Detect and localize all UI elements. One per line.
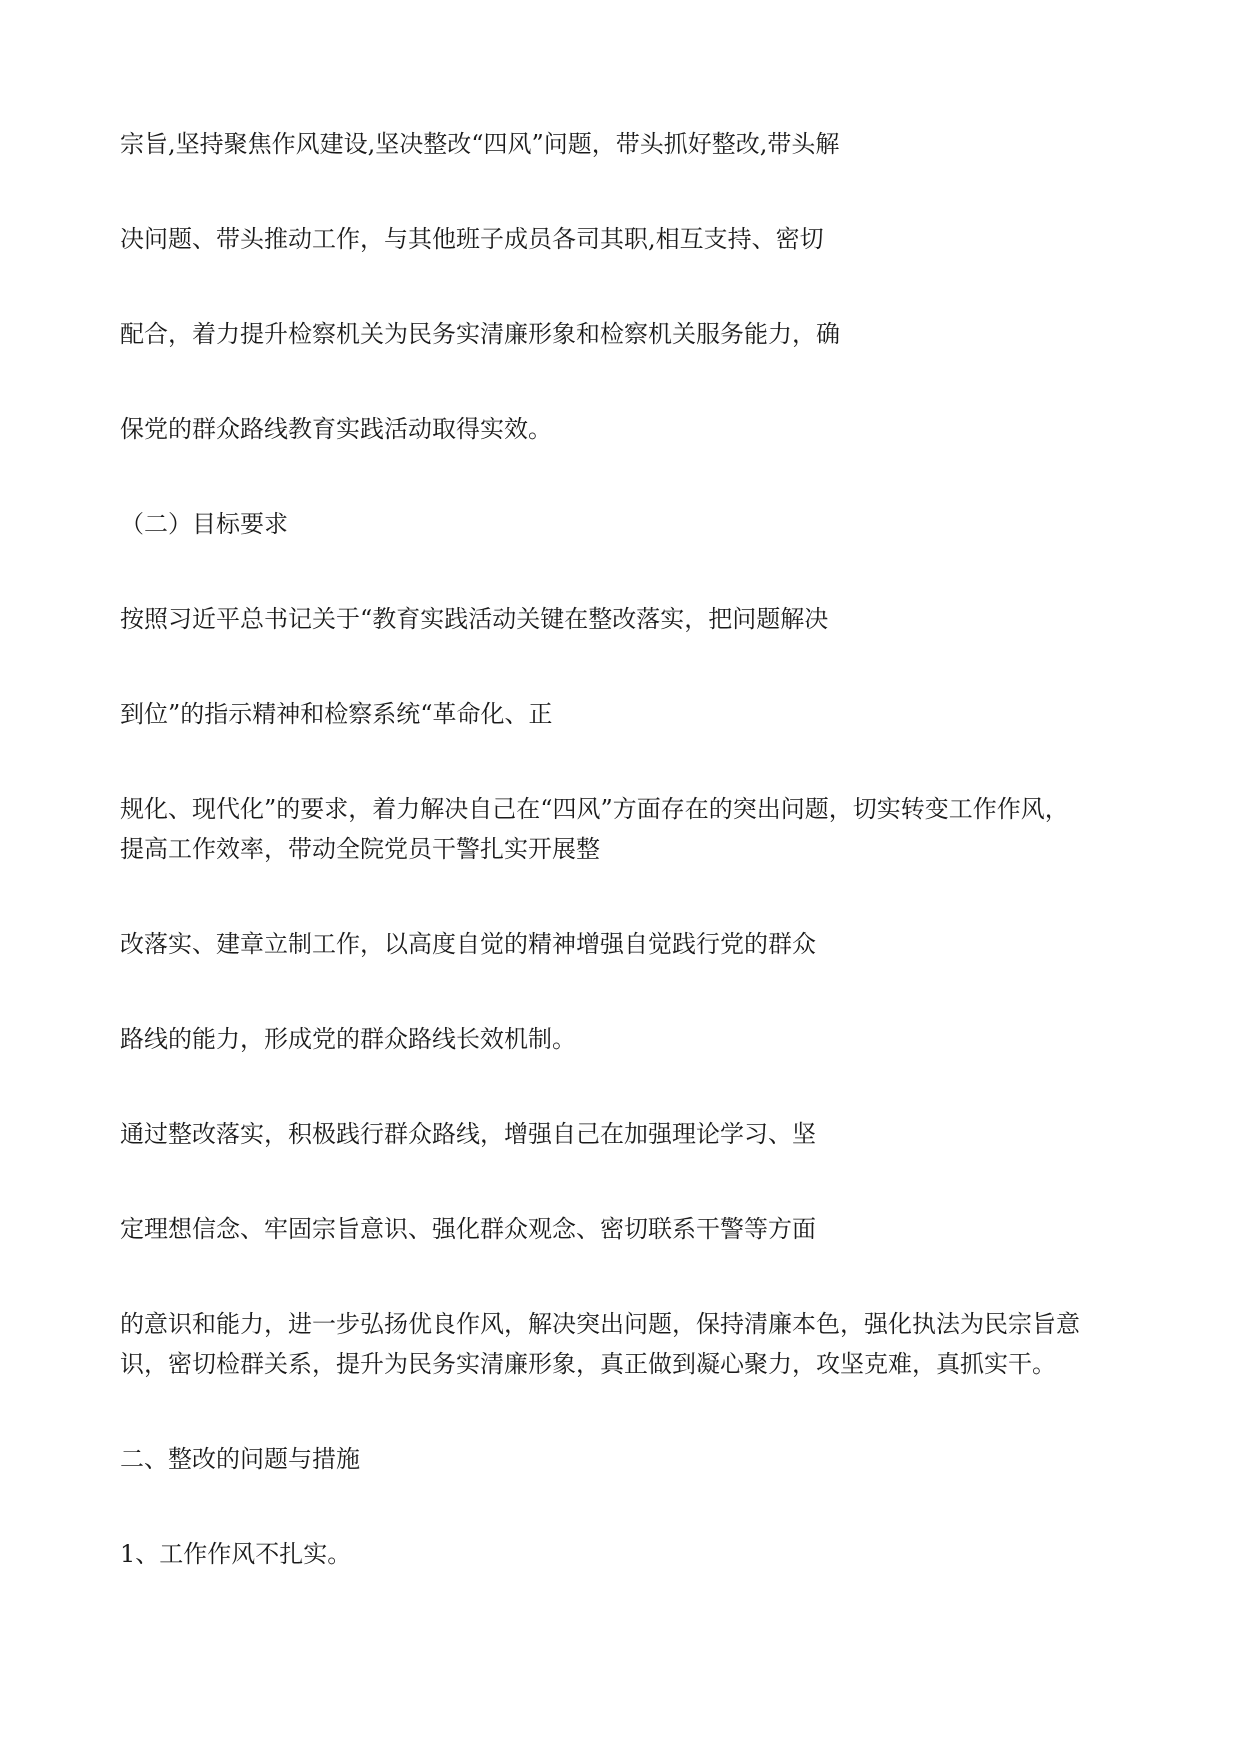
paragraph-line: 改落实、建章立制工作，以高度自觉的精神增强自觉践行党的群众	[120, 930, 816, 958]
section-heading: 二、整改的问题与措施	[120, 1445, 360, 1473]
paragraph-line: 保党的群众路线教育实践活动取得实效。	[120, 415, 552, 443]
paragraph-line: 配合，着力提升检察机关为民务实清廉形象和检察机关服务能力，确	[120, 320, 840, 348]
paragraph-line: 规化、现代化”的要求，着力解决自己在“四风”方面存在的突出问题，切实转变工作作风，	[120, 795, 1069, 823]
paragraph-line: 按照习近平总书记关于“教育实践活动关键在整改落实，把问题解决	[120, 605, 829, 633]
paragraph-line: 宗旨,坚持聚焦作风建设,坚决整改“四风”问题，带头抓好整改,带头解	[120, 130, 840, 158]
subsection-heading: 1、工作作风不扎实。	[120, 1540, 352, 1568]
paragraph-line: 路线的能力，形成党的群众路线长效机制。	[120, 1025, 576, 1053]
paragraph-line: 识，密切检群关系，提升为民务实清廉形象，真正做到凝心聚力，攻坚克难，真抓实干。	[120, 1350, 1056, 1378]
paragraph-line: 的意识和能力，进一步弘扬优良作风，解决突出问题，保持清廉本色，强化执法为民宗旨意	[120, 1310, 1080, 1338]
paragraph-line: 决问题、带头推动工作，与其他班子成员各司其职,相互支持、密切	[120, 225, 824, 253]
section-heading: （二）目标要求	[120, 510, 288, 538]
paragraph-line: 定理想信念、牢固宗旨意识、强化群众观念、密切联系干警等方面	[120, 1215, 816, 1243]
paragraph-line: 到位”的指示精神和检察系统“革命化、正	[120, 700, 553, 728]
paragraph-line: 提高工作效率，带动全院党员干警扎实开展整	[120, 835, 600, 863]
paragraph-line: 通过整改落实，积极践行群众路线，增强自己在加强理论学习、坚	[120, 1120, 816, 1148]
